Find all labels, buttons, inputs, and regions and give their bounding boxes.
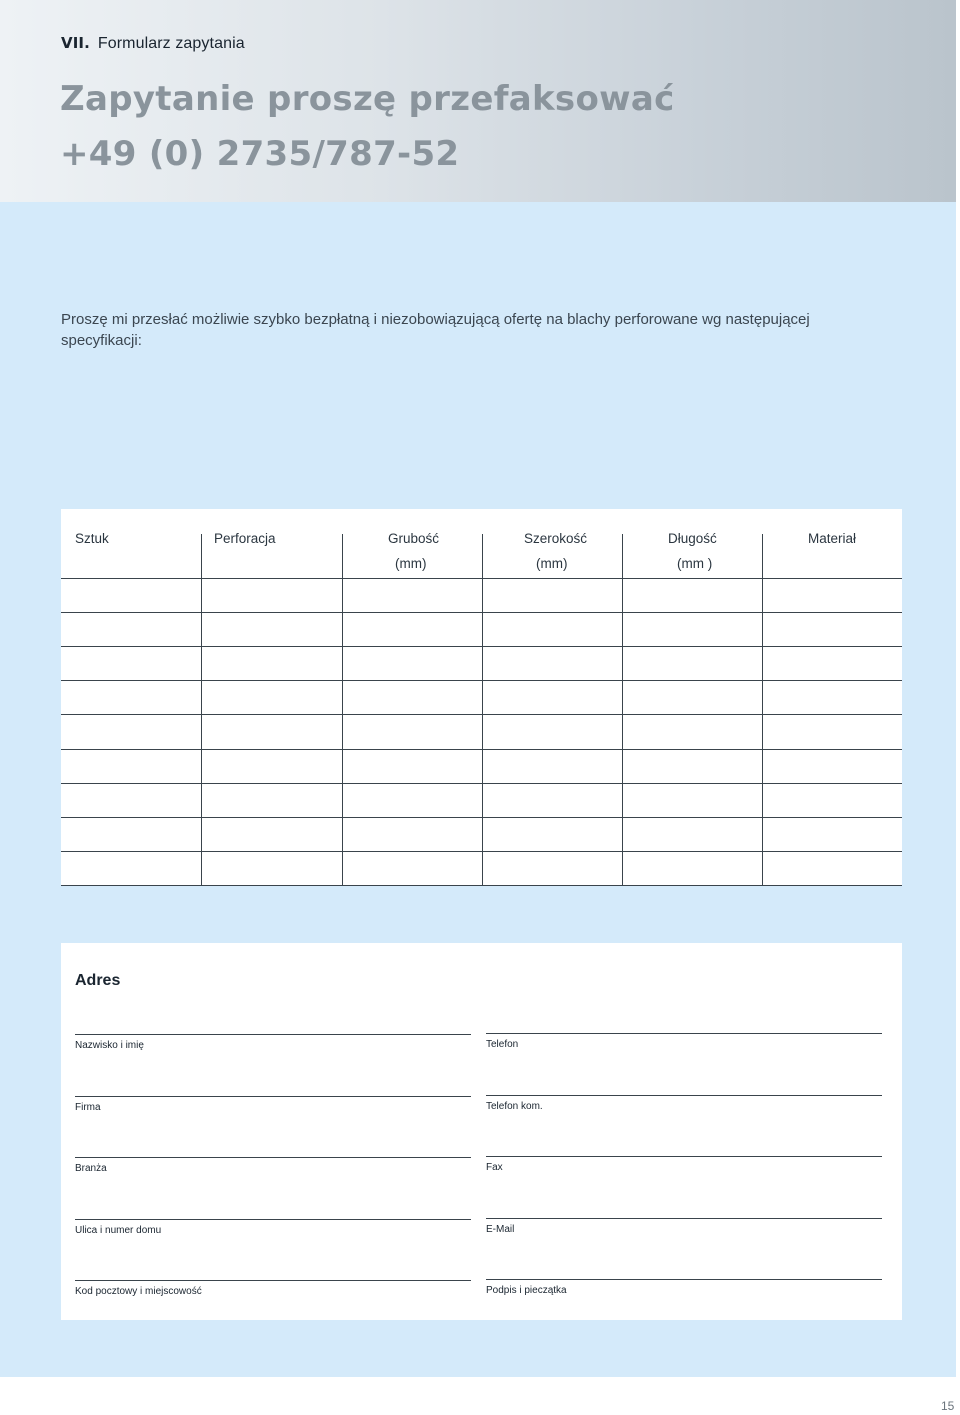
table-cell[interactable] bbox=[343, 715, 482, 748]
table-cell[interactable] bbox=[623, 852, 762, 885]
specification-table-panel bbox=[61, 509, 902, 886]
table-cell[interactable] bbox=[202, 818, 342, 851]
field-label: Branża bbox=[75, 1163, 107, 1174]
fax-number: +49 (0) 2735/787-52 bbox=[60, 134, 460, 174]
field-line bbox=[75, 1034, 471, 1035]
column-header-dlugosc: Długość bbox=[668, 531, 717, 546]
address-title: Adres bbox=[75, 972, 121, 989]
table-cell[interactable] bbox=[483, 681, 622, 714]
table-cell[interactable] bbox=[763, 750, 902, 783]
table-cell[interactable] bbox=[623, 784, 762, 817]
table-cell[interactable] bbox=[623, 579, 762, 612]
column-header-szerokosc: Szerokość bbox=[524, 531, 588, 546]
column-unit-dlugosc: (mm ) bbox=[677, 556, 713, 571]
intro-text: Proszę mi przesłać możliwie szybko bezpłatną i niezobowiązującą ofertę na blachy perforowane wg następującej specyfikacji: bbox=[61, 311, 810, 349]
table-cell[interactable] bbox=[62, 613, 201, 646]
field-line bbox=[75, 1096, 471, 1097]
column-header-perforacja: Perforacja bbox=[214, 531, 276, 546]
table-cell[interactable] bbox=[483, 750, 622, 783]
table-cell[interactable] bbox=[343, 613, 482, 646]
table-cell[interactable] bbox=[763, 784, 902, 817]
table-cell[interactable] bbox=[763, 852, 902, 885]
table-cell[interactable] bbox=[62, 579, 201, 612]
table-cell[interactable] bbox=[623, 818, 762, 851]
table-cell[interactable] bbox=[202, 613, 342, 646]
table-cell[interactable] bbox=[623, 715, 762, 748]
table-cell[interactable] bbox=[202, 784, 342, 817]
table-cell[interactable] bbox=[62, 647, 201, 680]
field-line bbox=[486, 1218, 882, 1219]
table-row-divider bbox=[61, 885, 902, 886]
field-label: Telefon kom. bbox=[486, 1101, 543, 1112]
field-line bbox=[75, 1280, 471, 1281]
field-label: Telefon bbox=[486, 1039, 519, 1050]
table-cell[interactable] bbox=[483, 852, 622, 885]
field-label: Ulica i numer domu bbox=[75, 1225, 162, 1236]
field-label: Firma bbox=[75, 1102, 101, 1113]
table-cell[interactable] bbox=[202, 647, 342, 680]
field-label: Nazwisko i imię bbox=[75, 1040, 144, 1051]
table-cell[interactable] bbox=[623, 750, 762, 783]
table-cell[interactable] bbox=[343, 579, 482, 612]
table-cell[interactable] bbox=[62, 852, 201, 885]
table-cell[interactable] bbox=[763, 715, 902, 748]
field-line bbox=[486, 1156, 882, 1157]
section-label bbox=[61, 34, 245, 53]
page-number: 15 bbox=[941, 1399, 955, 1413]
table-cell[interactable] bbox=[202, 681, 342, 714]
field-label: Kod pocztowy i miejscowość bbox=[75, 1286, 202, 1297]
table-cell[interactable] bbox=[62, 681, 201, 714]
field-line bbox=[486, 1033, 882, 1034]
address-panel bbox=[61, 943, 902, 1320]
column-unit-grubosc: (mm) bbox=[395, 556, 427, 571]
table-cell[interactable] bbox=[623, 613, 762, 646]
table-cell[interactable] bbox=[763, 613, 902, 646]
table-cell[interactable] bbox=[483, 818, 622, 851]
table-cell[interactable] bbox=[763, 647, 902, 680]
column-header-grubosc: Grubość bbox=[388, 531, 440, 546]
column-header-sztuk: Sztuk bbox=[75, 531, 109, 546]
section-number: VII. bbox=[61, 34, 90, 52]
table-cell[interactable] bbox=[62, 818, 201, 851]
page-header bbox=[0, 0, 956, 202]
field-line bbox=[75, 1157, 471, 1158]
fax-request-heading: Zapytanie proszę przefaksować bbox=[60, 79, 675, 119]
field-line bbox=[486, 1279, 882, 1280]
table-cell[interactable] bbox=[202, 750, 342, 783]
specification-table bbox=[61, 509, 902, 886]
table-cell[interactable] bbox=[62, 715, 201, 748]
table-cell[interactable] bbox=[62, 750, 201, 783]
table-cell[interactable] bbox=[343, 852, 482, 885]
column-unit-szerokosc: (mm) bbox=[536, 556, 568, 571]
table-cell[interactable] bbox=[343, 681, 482, 714]
table-cell[interactable] bbox=[763, 818, 902, 851]
table-cell[interactable] bbox=[623, 647, 762, 680]
field-label: E-Mail bbox=[486, 1224, 515, 1235]
table-cell[interactable] bbox=[483, 784, 622, 817]
table-cell[interactable] bbox=[483, 715, 622, 748]
table-cell[interactable] bbox=[343, 818, 482, 851]
table-cell[interactable] bbox=[343, 784, 482, 817]
table-cell[interactable] bbox=[343, 647, 482, 680]
table-cell[interactable] bbox=[62, 784, 201, 817]
table-cell[interactable] bbox=[483, 613, 622, 646]
column-header-material: Materiał bbox=[808, 531, 857, 546]
table-cell[interactable] bbox=[202, 715, 342, 748]
table-cell[interactable] bbox=[483, 579, 622, 612]
table-cell[interactable] bbox=[623, 681, 762, 714]
table-cell[interactable] bbox=[202, 852, 342, 885]
table-cell[interactable] bbox=[343, 750, 482, 783]
table-cell[interactable] bbox=[763, 681, 902, 714]
field-line bbox=[75, 1219, 471, 1220]
field-label: Podpis i pieczątka bbox=[486, 1285, 567, 1296]
table-cell[interactable] bbox=[483, 647, 622, 680]
table-cell[interactable] bbox=[763, 579, 902, 612]
table-cell[interactable] bbox=[202, 579, 342, 612]
field-line bbox=[486, 1095, 882, 1096]
section-title: Formularz zapytania bbox=[97, 35, 245, 52]
field-label: Fax bbox=[486, 1162, 503, 1173]
